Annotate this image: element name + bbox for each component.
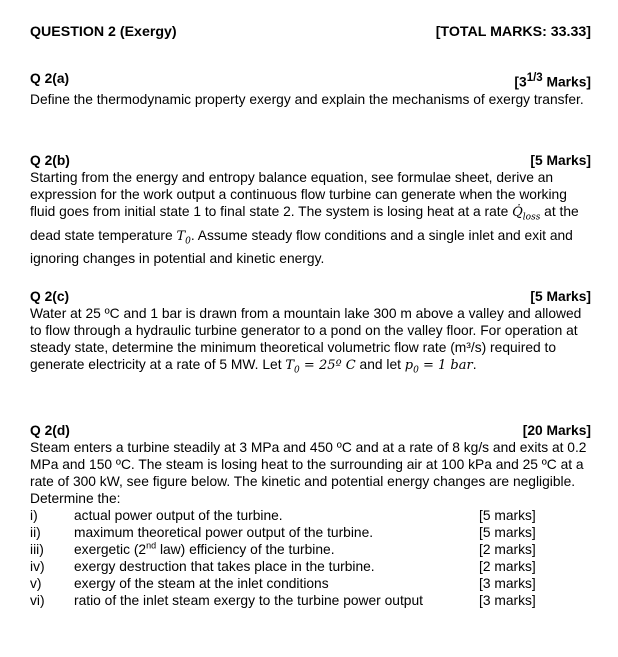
list-item: ii) maximum theoretical power output of the turbine. [5 marks]: [30, 525, 536, 540]
question-2a: [30, 70, 591, 108]
list-item: v) exergy of the steam at the inlet conditions [3 marks]: [30, 576, 536, 591]
list-item: vi) ratio of the inlet steam exergy to the turbine power output [3 marks]: [30, 593, 536, 608]
q2d-marks: [20 Marks]: [522, 423, 591, 438]
list-item: iii) exergetic (2nd law) efficiency of the turbine. [2 marks]: [30, 540, 536, 557]
question-2c: [30, 288, 591, 380]
q2d-item-list: [30, 507, 591, 609]
q2b-label: Q 2(b): [30, 153, 70, 168]
list-item: iv) exergy destruction that takes place in the turbine. [2 marks]: [30, 559, 536, 574]
q2d-text: Steam enters a turbine steadily at 3 MPa and 450 ºC and at a rate of 8 kg/s and exits at 0.2 MPa and 150 ºC. The steam is losing heat to the surrounding air at 100 kPa and 25 ºC at a rate of 300 kW, see figure below. The kinetic and potential energy changes are negligible. Determine the:: [30, 440, 587, 506]
q2a-label: Q 2(a): [30, 71, 70, 86]
t0-equation: $T_0$ = 25º C: [285, 358, 356, 376]
q-loss-symbol: $Q̇_{loss}$: [512, 205, 541, 223]
page-header: [30, 24, 591, 41]
question-2d: [30, 422, 591, 609]
q2d-label: Q 2(d): [30, 423, 70, 438]
q2c-label: Q 2(c): [30, 289, 70, 304]
total-marks: [TOTAL MARKS: 33.33]: [435, 24, 591, 40]
q2a-marks: [$3^{1/3}$ Marks]: [514, 72, 591, 90]
question-title: QUESTION 2 (Exergy): [30, 24, 177, 40]
q2c-text: Water at 25 ºC and 1 bar is drawn from a mountain lake 300 m above a valley and allowed to flow through a hydraulic turbine generator to a pond on the valley floor. For operation at steady state, determine the minimum theoretical volumetric flow rate (m³/s) required to generate electricity at a rate of 5 MW. Let $T_0$ = 25º C and let $p_0 = 1$ bar.: [30, 306, 582, 376]
q2b-marks: [5 Marks]: [530, 153, 591, 168]
q2b-text: Starting from the energy and entropy balance equation, see formulae sheet, derive an expression for the work output a continuous flow turbine can generate when the working fluid goes from initial state 1 to final state 2. The system is losing heat at a rate $Q̇_{loss}$ at the dead state temperature $T_0$. Assume steady flow conditions and a single inlet and exit and ignoring changes in potential and kinetic energy.: [30, 170, 579, 267]
q2c-marks: [5 Marks]: [530, 289, 591, 304]
question-2b: [30, 152, 591, 267]
list-item: i) actual power output of the turbine. [5 marks]: [30, 508, 536, 523]
q2a-text: Define the thermodynamic property exergy and explain the mechanisms of exergy transfer.: [30, 91, 584, 107]
p0-equation: $p_0 = 1$ bar: [404, 358, 473, 376]
t0-symbol: $T_0$: [176, 228, 191, 247]
